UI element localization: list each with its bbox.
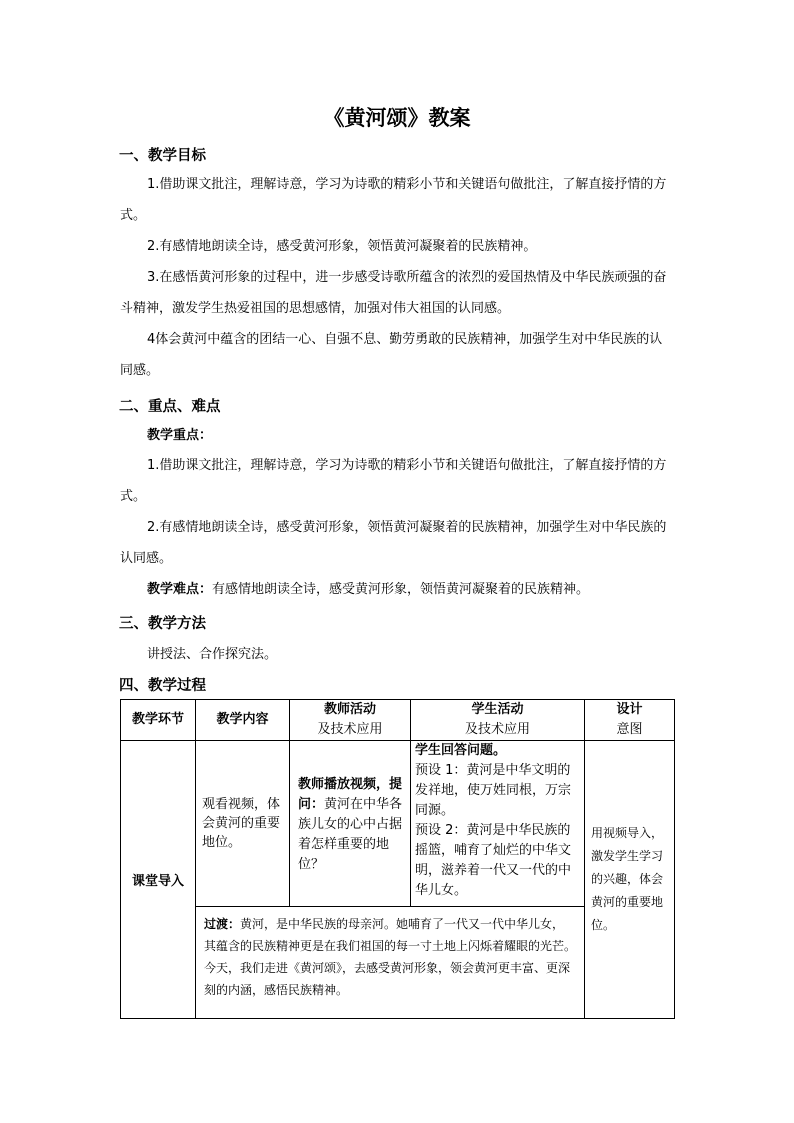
key-points-label: 教学重点： (147, 428, 213, 443)
goal-item-4: 4体会黄河中蕴含的团结一心、自强不息、勤劳勇敢的民族精神，加强学生对中华民族的认同感。 (120, 332, 663, 378)
transition-label: 过渡： (204, 917, 241, 931)
design-cell: 用视频导入，激发学生学习的兴趣，体会黄河的重要地位。 (585, 741, 675, 1019)
table-header-row (121, 700, 675, 741)
document-title: 《黄河颂》教案 (323, 105, 471, 130)
student-prompt: 学生回答问题。 (415, 743, 507, 758)
section-heading-method: 三、教学方法 (119, 616, 206, 632)
header-teacher: 教师活动 及技术应用 (290, 700, 411, 741)
key-point-item-2: 2.有感情地朗读全诗，感受黄河形象，领悟黄河凝聚着的民族精神，加强学生对中华民族的认同感。 (120, 520, 667, 566)
teacher-cell: 教师播放视频，提问：黄河在中华各族儿女的心中占据着怎样重要的地位？ (290, 741, 411, 907)
difficulty-label: 教学难点： (147, 582, 213, 597)
transition-text: 黄河，是中华民族的母亲河。她哺育了一代又一代中华儿女，其蕴含的民族精神更是在我们祖国的每一寸土地上闪烁着耀眼的光芒。今天，我们走进《黄河颂》，去感受黄河形象，领会黄河更丰富、更深刻的内涵，感悟民族精神。 (204, 917, 577, 997)
header-stage: 教学环节 (121, 700, 196, 741)
method-text: 讲授法、合作探究法。 (147, 647, 278, 662)
section-heading-goals: 一、教学目标 (119, 148, 206, 164)
student-cell (411, 741, 585, 907)
header-content: 教学内容 (196, 700, 290, 741)
header-student: 学生活动 及技术应用 (411, 700, 585, 741)
student-answer-1: 预设 1：黄河是中华文明的发祥地，使万姓同根，万宗同源。 (415, 763, 572, 818)
goal-item-2: 2.有感情地朗读全诗，感受黄河形象，领悟黄河凝聚着的民族精神。 (147, 239, 537, 254)
table-row (121, 741, 675, 907)
section-heading-key-points: 二、重点、难点 (119, 399, 221, 415)
goal-item-1: 1.借助课文批注，理解诗意，学习为诗歌的精彩小节和关键语句做批注，了解直接抒情的方式。 (120, 177, 667, 223)
content-cell: 观看视频，体会黄河的重要地位。 (196, 741, 290, 907)
section-heading-process: 四、教学过程 (119, 678, 206, 694)
key-point-item-1: 1.借助课文批注，理解诗意，学习为诗歌的精彩小节和关键语句做批注，了解直接抒情的方式。 (120, 458, 667, 504)
transition-cell (196, 907, 585, 1019)
goal-item-3: 3.在感悟黄河形象的过程中，进一步感受诗歌所蕴含的浓烈的爱国热情及中华民族顽强的奋斗精神，激发学生热爱祖国的思想感情，加强对伟大祖国的认同感。 (120, 270, 667, 316)
difficulty-text: 有感情地朗读全诗，感受黄河形象，领悟黄河凝聚着的民族精神。 (212, 582, 590, 597)
header-design: 设计 意图 (585, 700, 675, 741)
stage-cell: 课堂导入 (121, 741, 196, 1019)
process-table (120, 699, 675, 1019)
student-answer-2: 预设 2：黄河是中华民族的摇篮，哺育了灿烂的中华文明，滋养着一代又一代的中华儿女。 (415, 823, 572, 898)
difficulty-line (147, 580, 589, 600)
